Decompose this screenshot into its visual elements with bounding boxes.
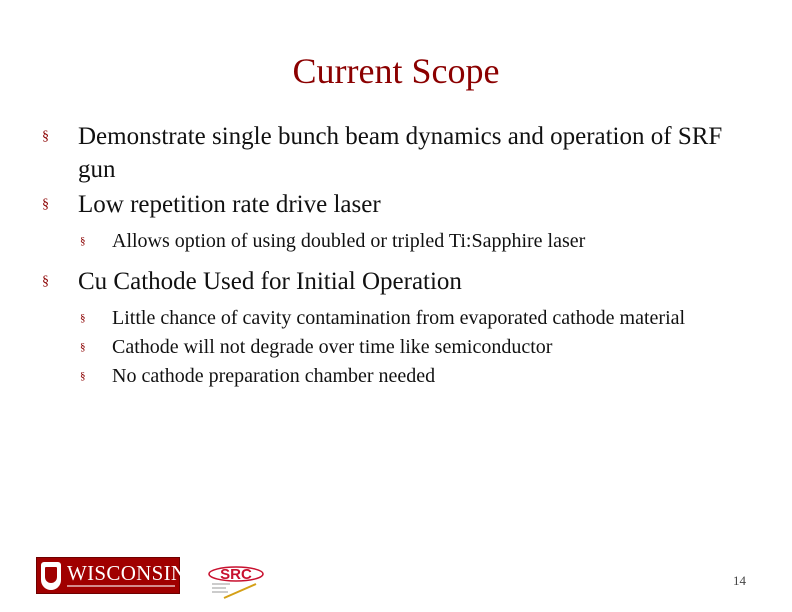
bullet-list (40, 120, 760, 390)
sub-bullet-item (40, 363, 760, 390)
wisconsin-wordmark: WISCONSIN (67, 561, 187, 585)
slide-number: 14 (733, 573, 746, 588)
wisconsin-tagline (67, 585, 175, 587)
bullet-marker-icon: § (42, 197, 49, 212)
bullet-text: Cu Cathode Used for Initial Operation (78, 268, 462, 295)
bullet-item (40, 188, 760, 221)
bullet-item (40, 265, 760, 298)
crest-icon (41, 562, 61, 590)
src-wordmark: SRC (220, 566, 252, 583)
bullet-marker-icon: § (80, 341, 86, 353)
src-logo (206, 560, 266, 600)
slide-title: Current Scope (292, 51, 500, 91)
sub-bullet-item (40, 228, 760, 255)
bullet-text: Low repetition rate drive laser (78, 191, 381, 218)
bullet-marker-icon: § (42, 129, 49, 144)
sub-bullet-text: Cathode will not degrade over time like semiconductor (112, 336, 553, 358)
sub-bullet-text: Little chance of cavity contamination from evaporated cathode material (112, 307, 686, 329)
sub-bullet-text: No cathode preparation chamber needed (112, 365, 436, 387)
sub-bullet-text: Allows option of using doubled or tripled Ti:Sapphire laser (112, 230, 586, 252)
sub-bullet-item (40, 305, 760, 332)
bullet-marker-icon: § (42, 274, 49, 289)
src-logo-icon (206, 560, 266, 600)
bullet-marker-icon: § (80, 235, 86, 247)
bullet-marker-icon: § (80, 312, 86, 324)
bullet-item (40, 120, 760, 186)
bullet-marker-icon: § (80, 370, 86, 382)
bullet-text: Demonstrate single bunch beam dynamics and operation of SRF gun (78, 123, 723, 183)
wisconsin-logo (36, 557, 187, 594)
sub-bullet-item (40, 334, 760, 361)
